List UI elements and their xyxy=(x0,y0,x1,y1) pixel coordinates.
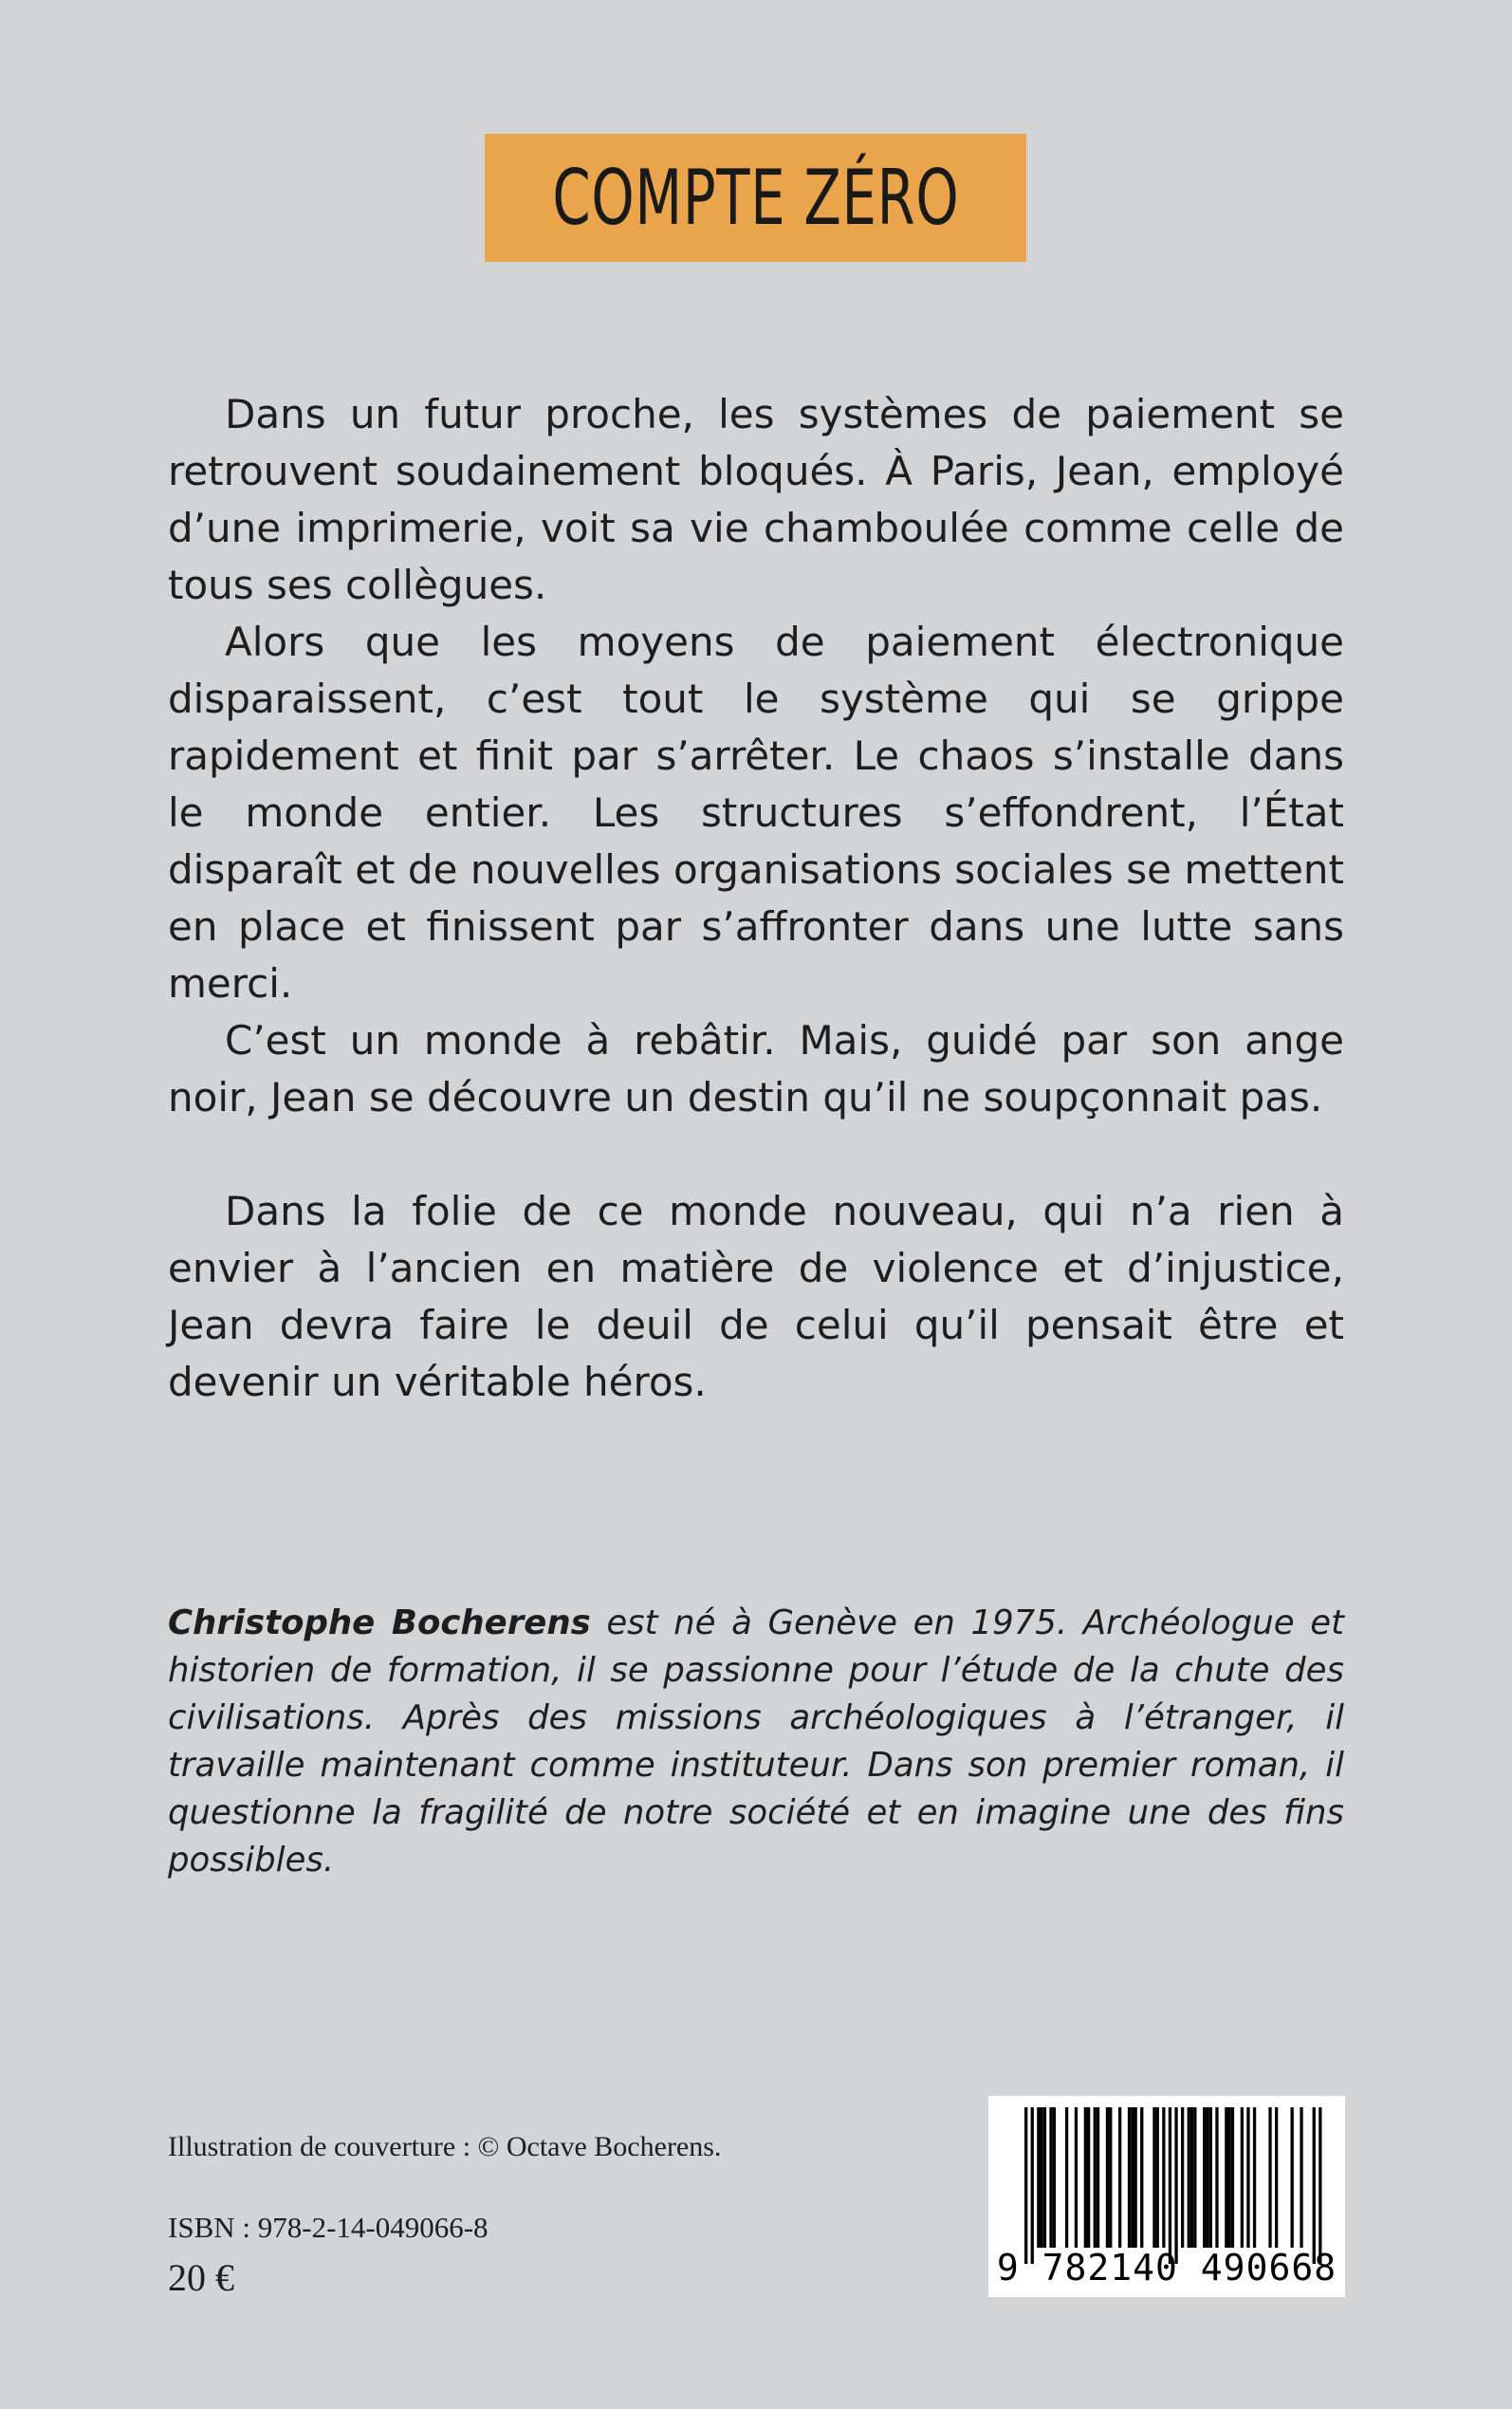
barcode-bar xyxy=(1041,2107,1043,2248)
barcode-bar xyxy=(1225,2107,1227,2248)
barcode-bar xyxy=(1162,2107,1165,2248)
barcode-bar xyxy=(1140,2107,1143,2248)
barcode-bar xyxy=(1131,2107,1134,2248)
barcode-bar xyxy=(1209,2107,1212,2248)
barcode-bar xyxy=(1075,2107,1078,2248)
barcode-bar xyxy=(1106,2107,1109,2248)
barcode-bar xyxy=(1094,2107,1097,2248)
barcode-bar xyxy=(1084,2107,1087,2248)
price: 20 € xyxy=(168,2256,234,2299)
barcode-bar xyxy=(1024,2107,1027,2264)
isbn: ISBN : 978-2-14-049066-8 xyxy=(168,2211,489,2244)
barcode-bar xyxy=(1049,2107,1052,2248)
barcode-bar xyxy=(1087,2107,1090,2248)
barcode-bar xyxy=(1268,2107,1271,2248)
barcode-digits: 9 782140 490668 xyxy=(996,2247,1337,2289)
barcode-bar xyxy=(1246,2107,1249,2248)
barcode-bar xyxy=(1174,2107,1177,2264)
barcode-bar xyxy=(1152,2107,1155,2248)
barcode-bar xyxy=(1193,2107,1196,2248)
synopsis-paragraph: Alors que les moyens de paiement électronique disparaissent, c’est tout le système qui se grippe rapidement et finit par s’arrêter. Le chaos s’installe dans le monde entier. Les structures s’effondrent, l’État disparaît et de nouvelles organisations sociales se mettent en place et finissent par s’affronter dans une lutte sans merci. xyxy=(168,619,1344,1007)
cover-credit: Illustration de couverture : © Octave Bocherens. xyxy=(168,2131,722,2162)
barcode-bar xyxy=(1291,2107,1294,2248)
barcode-bar xyxy=(1097,2107,1099,2248)
barcode-bar xyxy=(1188,2107,1190,2248)
book-title: COMPTE ZÉRO xyxy=(551,154,960,242)
author-bio-text: est né à Genève en 1975. Archéologue et historien de formation, il se passionne pour l’étude de la chute des civilisations. Après des missions archéologiques à l’étranger, il travaille maintenant comme instituteur. Dans son premier roman, il questionne la fragilité de notre société et en imagine une des fins possibles. xyxy=(168,1603,1344,1880)
barcode-bar xyxy=(1228,2107,1231,2248)
barcode-bar xyxy=(1109,2107,1112,2248)
barcode-bar xyxy=(1231,2107,1234,2248)
synopsis-paragraph: Dans un futur proche, les systèmes de paiement se retrouvent soudainement bloqués. À Paris, Jean, employé d’une imprimerie, voit sa vie chamboulée comme celle de tous ses collègues. xyxy=(168,391,1344,608)
barcode-bar xyxy=(1156,2107,1159,2248)
synopsis-paragraph: C’est un monde à rebâtir. Mais, guidé par son ange noir, Jean se découvre un destin qu’il ne soupçonnait pas. xyxy=(168,1017,1344,1121)
barcode-bar xyxy=(1134,2107,1137,2248)
barcode-bar xyxy=(1241,2107,1244,2248)
barcode-bar xyxy=(1206,2107,1208,2248)
barcode-bar xyxy=(1181,2107,1184,2248)
barcode-bar xyxy=(1037,2107,1040,2248)
barcode xyxy=(988,2096,1345,2297)
barcode-bar xyxy=(1203,2107,1206,2248)
barcode-bar xyxy=(1053,2107,1056,2248)
author-bio xyxy=(168,1600,1344,1884)
barcode-bar xyxy=(1275,2107,1278,2248)
barcode-bar xyxy=(1253,2107,1256,2248)
synopsis xyxy=(168,386,1344,1411)
barcode-bar xyxy=(1043,2107,1046,2248)
barcode-bar xyxy=(1300,2107,1302,2248)
synopsis-paragraph: Dans la folie de ce monde nouveau, qui n’a rien à envier à l’ancien en matière de violence et d’injustice, Jean devra faire le deuil de celui qu’il pensait être et devenir un véritable héros. xyxy=(168,1188,1344,1405)
barcode-bar xyxy=(1169,2107,1171,2264)
barcode-bar xyxy=(1318,2107,1321,2264)
barcode-bar xyxy=(1313,2107,1316,2264)
author-name: Christophe Bocherens xyxy=(168,1603,591,1642)
barcode-bar xyxy=(1215,2107,1218,2248)
title-banner xyxy=(485,134,1026,262)
barcode-bar xyxy=(1190,2107,1193,2248)
barcode-bar xyxy=(1118,2107,1121,2248)
barcode-bar xyxy=(1128,2107,1131,2248)
barcode-bar xyxy=(1031,2107,1034,2264)
barcode-bar xyxy=(1065,2107,1068,2248)
